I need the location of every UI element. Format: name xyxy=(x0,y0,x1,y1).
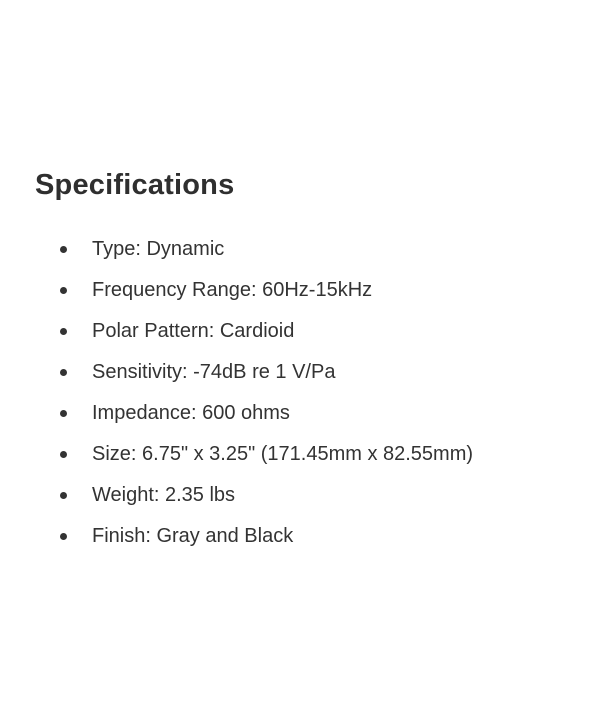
bullet-icon xyxy=(60,451,67,458)
spec-item-type xyxy=(92,238,580,261)
specifications-list xyxy=(35,238,580,548)
spec-item-polar-pattern xyxy=(92,320,580,343)
bullet-icon xyxy=(60,369,67,376)
spec-item-impedance xyxy=(92,402,580,425)
spec-item-frequency-range xyxy=(92,279,580,302)
spec-item-finish xyxy=(92,525,580,548)
bullet-icon xyxy=(60,410,67,417)
bullet-icon xyxy=(60,533,67,540)
specifications-heading: Specifications xyxy=(35,169,235,201)
spec-item-text: Polar Pattern: Cardioid xyxy=(92,320,295,342)
spec-item-sensitivity xyxy=(92,361,580,384)
spec-item-text: Finish: Gray and Black xyxy=(92,525,294,547)
spec-item-text: Type: Dynamic xyxy=(92,238,225,260)
spec-item-text: Weight: 2.35 lbs xyxy=(92,484,236,506)
spec-item-size xyxy=(92,443,580,466)
spec-item-text: Frequency Range: 60Hz-15kHz xyxy=(92,279,373,301)
spec-item-text: Impedance: 600 ohms xyxy=(92,402,290,424)
bullet-icon xyxy=(60,287,67,294)
bullet-icon xyxy=(60,246,67,253)
bullet-icon xyxy=(60,492,67,499)
bullet-icon xyxy=(60,328,67,335)
spec-item-weight xyxy=(92,484,580,507)
spec-item-text: Size: 6.75" x 3.25" (171.45mm x 82.55mm) xyxy=(92,443,474,465)
spec-item-text: Sensitivity: -74dB re 1 V/Pa xyxy=(92,361,336,383)
